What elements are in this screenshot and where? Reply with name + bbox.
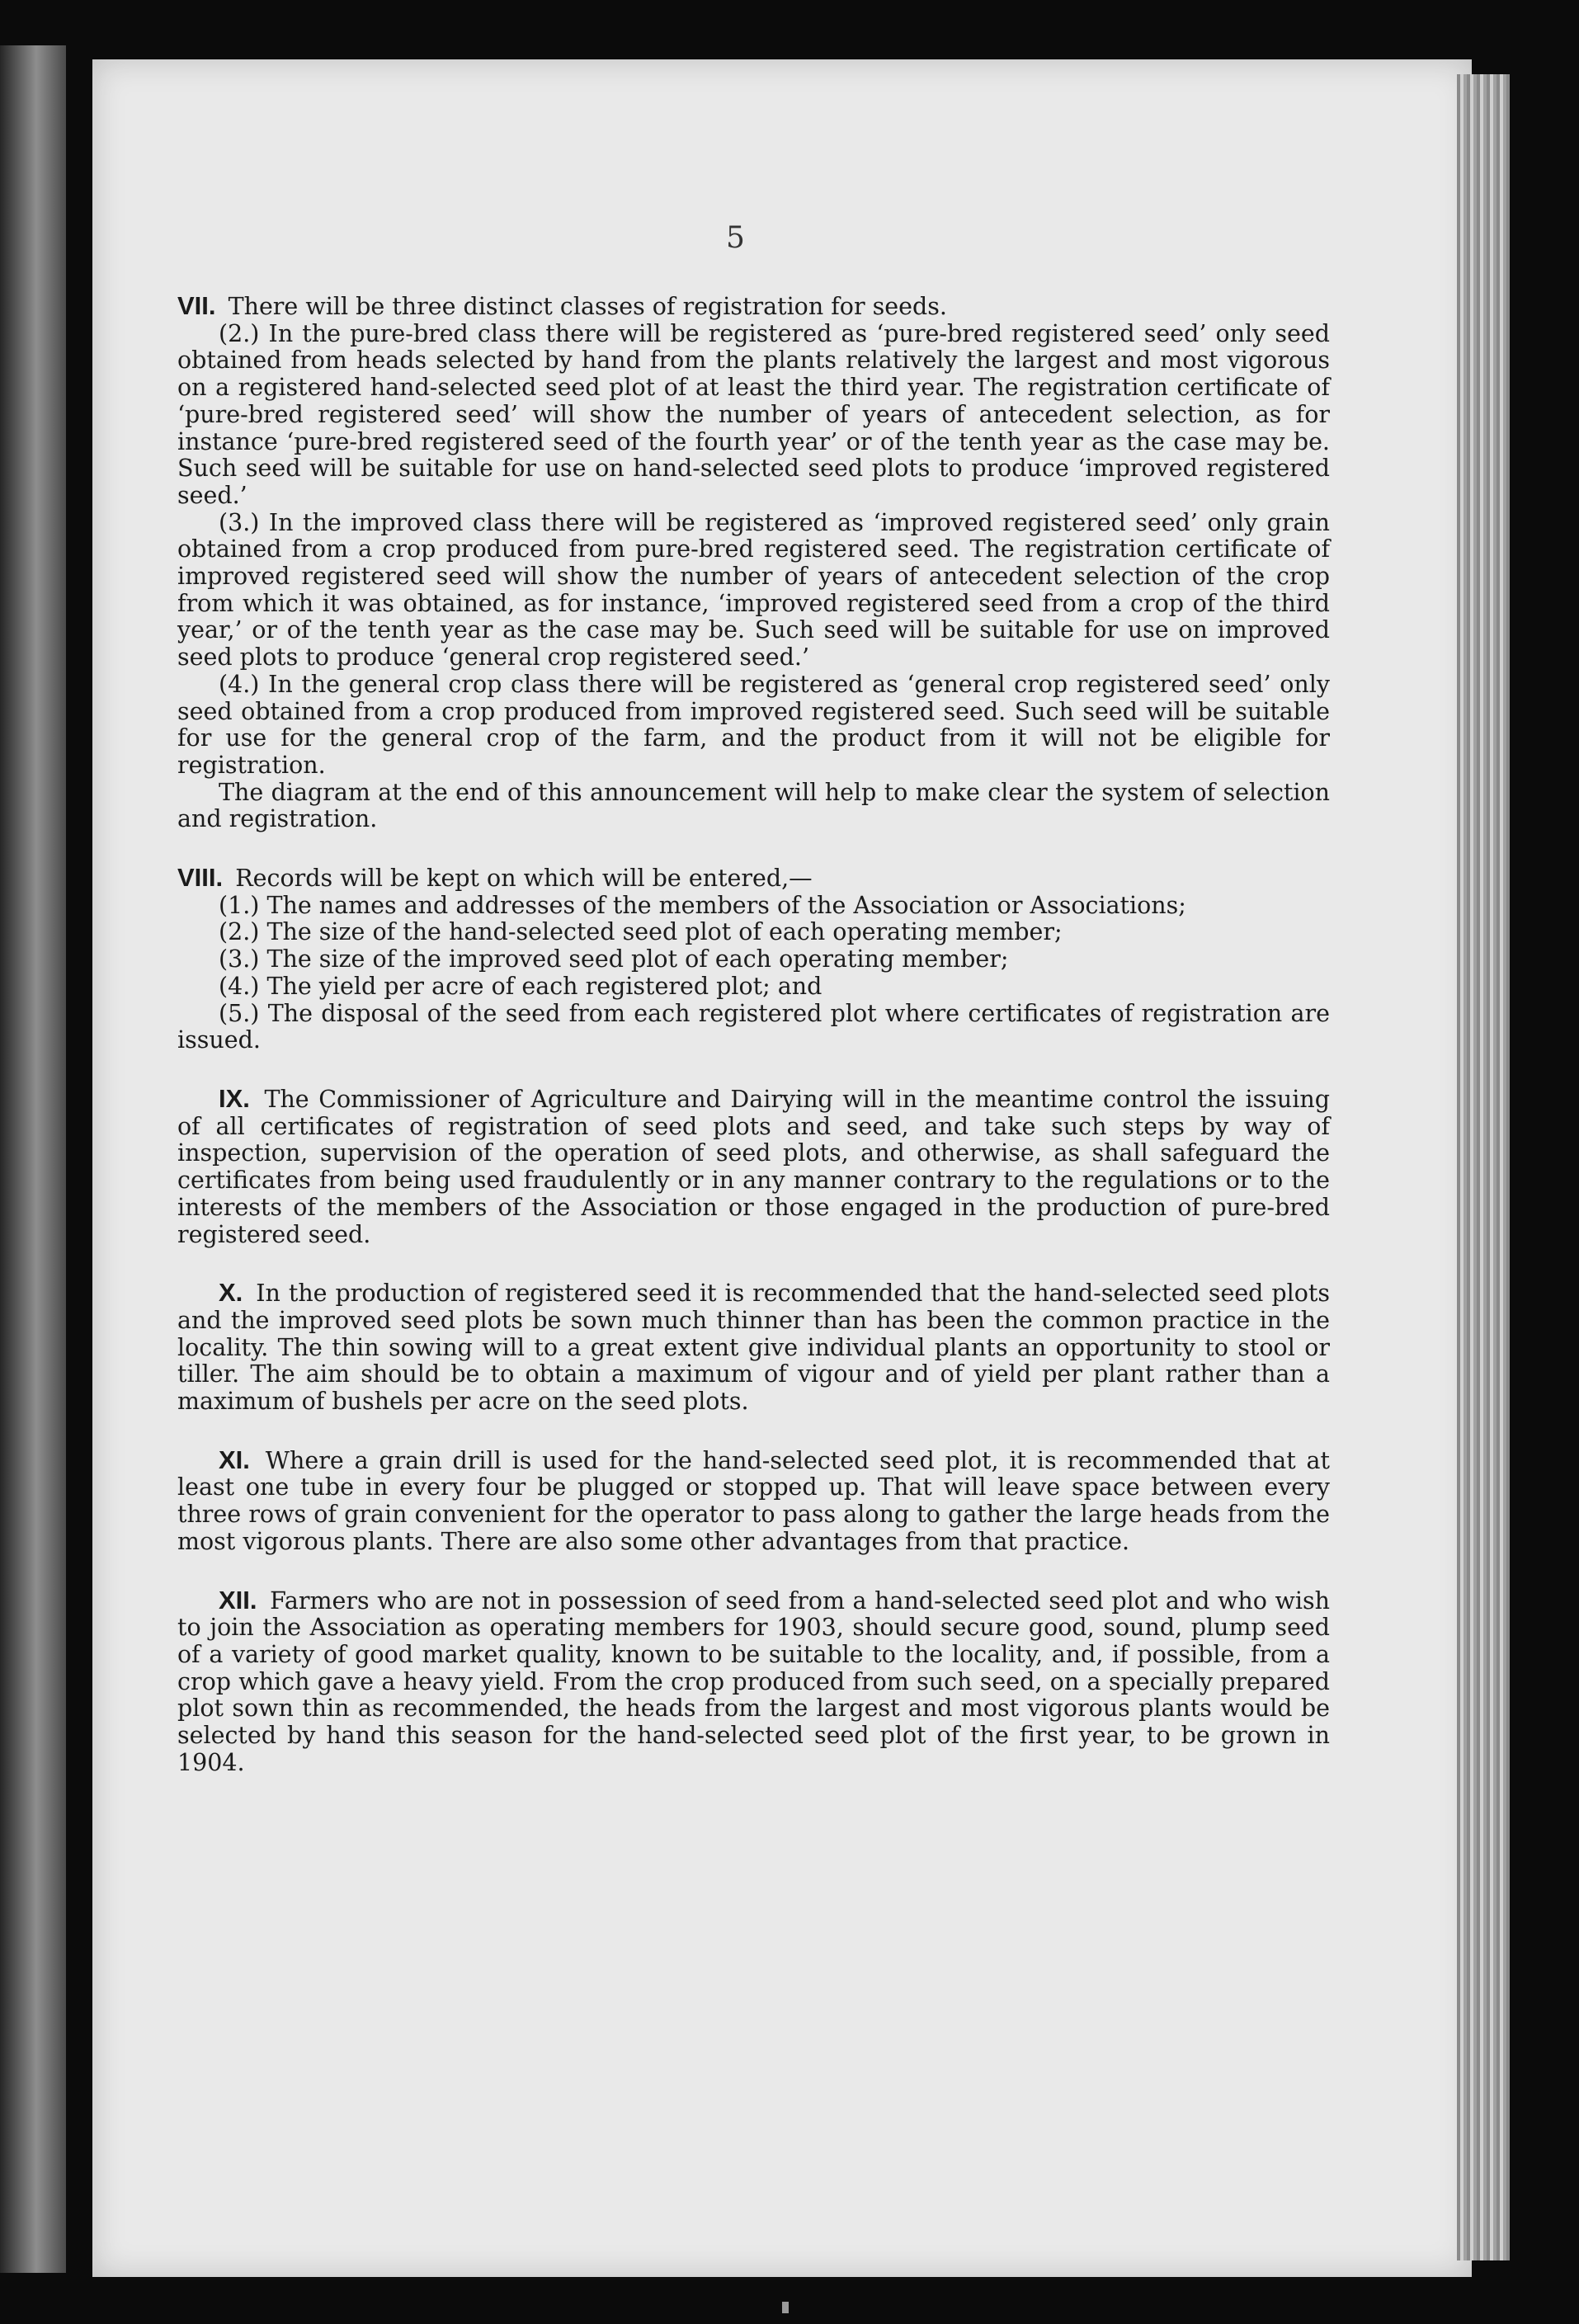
section-vii-paragraph-4: (4.) In the general crop class there will be registered as ‘general crop registered seed’ only seed obtained from a crop produced from improved registered seed. Such seed will be suitable for use for the general crop of the farm, and the product from it will not be eligible for registration. bbox=[177, 670, 1330, 779]
section-x-paragraph-1: In the production of registered seed it is recommended that the hand-selected seed plots and the improved seed plots be sown much thinner than has been the common practice in the locality. The thin sowing will to a great extent give individual plants an opportunity to stool or tiller. The aim should be to obtain a maximum of vigour and of yield per plant rather than a maximum of bushels per acre on the seed plots. bbox=[177, 1280, 1330, 1416]
section-viii-list-item-1: (1.) The names and addresses of the members of the Association or Associations; bbox=[219, 891, 1186, 919]
section-ix-body bbox=[177, 1083, 1330, 1248]
section-vii-paragraph-1: There will be three distinct classes of registration for seeds. bbox=[228, 293, 947, 320]
section-viii-intro bbox=[177, 865, 1330, 893]
section-xi-body bbox=[177, 1447, 1330, 1556]
adjacent-page-edge bbox=[0, 45, 66, 2273]
section-vii-paragraph-5: The diagram at the end of this announcement will help to make clear the system of selection and registration. bbox=[177, 778, 1330, 833]
section-xii-number: XII. bbox=[219, 1585, 257, 1615]
section-viii-paragraph-1: Records will be kept on which will be entered,— bbox=[235, 865, 813, 893]
section-x-body bbox=[177, 1280, 1330, 1416]
section-viii bbox=[177, 865, 1330, 1054]
section-vii-paragraph-2: (2.) In the pure-bred class there will be registered as ‘pure-bred registered seed’ only seed obtained from heads selected by hand from the plants relatively the largest and most vigorous on a registered hand-selected seed plot of at least the third year. The registration certificate of ‘pure-bred registered seed’ will show the number of years of antecedent selection, as for instance ‘pure-bred registered seed of the fourth year’ or of the tenth year as the case may be. Such seed will be suitable for use on hand-selected seed plots to produce ‘improved registered seed.’ bbox=[177, 319, 1330, 509]
section-ix bbox=[177, 1083, 1330, 1248]
section-viii-list-item-2: (2.) The size of the hand-selected seed plot of each operating member; bbox=[219, 918, 1063, 946]
section-xi-number: XI. bbox=[219, 1445, 250, 1474]
section-x-number: X. bbox=[219, 1278, 243, 1308]
section-viii-number: VIII. bbox=[177, 863, 224, 893]
section-xi-paragraph-1: Where a grain drill is used for the hand-selected seed plot, it is recommended that at least one tube in every four be plugged or stopped up. That will leave space between every three rows of grain convenient for the operator to pass along to gather the large heads from the most vigorous plants. There are also some other advantages from that practice. bbox=[177, 1446, 1331, 1555]
section-vii-number: VII. bbox=[177, 291, 216, 320]
section-ix-number: IX. bbox=[219, 1083, 250, 1113]
section-vii-intro bbox=[177, 293, 1330, 321]
page-stack-edge bbox=[1457, 74, 1510, 2260]
section-viii-list-item-4: (4.) The yield per acre of each registered plot; and bbox=[219, 972, 822, 1000]
section-xi bbox=[177, 1447, 1330, 1556]
section-xii-paragraph-1: Farmers who are not in possession of seed from a hand-selected seed plot and who wish to join the Association as operating members for 1903, should secure good, sound, plump seed of a variety of good market quality, known to be suitable to the locality, and, if possible, from a crop which gave a heavy yield. From the crop produced from such seed, on a specially prepared plot sown thin as recommended, the heads from the largest and most vigorous plants would be selected by hand this season for the hand-selected seed plot of the first year, to be grown in 1904. bbox=[177, 1586, 1330, 1776]
document-body bbox=[177, 293, 1330, 1776]
section-viii-list-item-3: (3.) The size of the improved seed plot of each operating member; bbox=[219, 945, 1009, 973]
page-number: 5 bbox=[726, 221, 745, 255]
section-viii-list-item-5: (5.) The disposal of the seed from each registered plot where certificates of registration are issued. bbox=[177, 999, 1330, 1054]
section-xii-body bbox=[177, 1587, 1330, 1777]
section-xii bbox=[177, 1587, 1330, 1777]
section-x bbox=[177, 1280, 1330, 1416]
section-vii-paragraph-3: (3.) In the improved class there will be registered as ‘improved registered seed’ only grain obtained from a crop produced from pure-bred registered seed. The registration certificate of improved registered seed will show the number of years of antecedent selection of the crop from which it was obtained, as for instance, ‘improved registered seed from a crop of the third year,’ or of the tenth year as the case may be. Such seed will be suitable for use on improved seed plots to produce ‘general crop registered seed.’ bbox=[177, 508, 1330, 672]
binding-mark bbox=[782, 2302, 789, 2313]
section-vii bbox=[177, 293, 1330, 833]
section-ix-paragraph-1: The Commissioner of Agriculture and Dairying will in the meantime control the issuing of all certificates of registration of seed plots and seed, and take such steps by way of inspection, supervision of the operation of seed plots, and otherwise, as shall safeguard the certificates from being used fraudulently or in any manner contrary to the regulations or to the interests of the members of the Association or those engaged in the production of pure-bred registered seed. bbox=[177, 1085, 1330, 1248]
